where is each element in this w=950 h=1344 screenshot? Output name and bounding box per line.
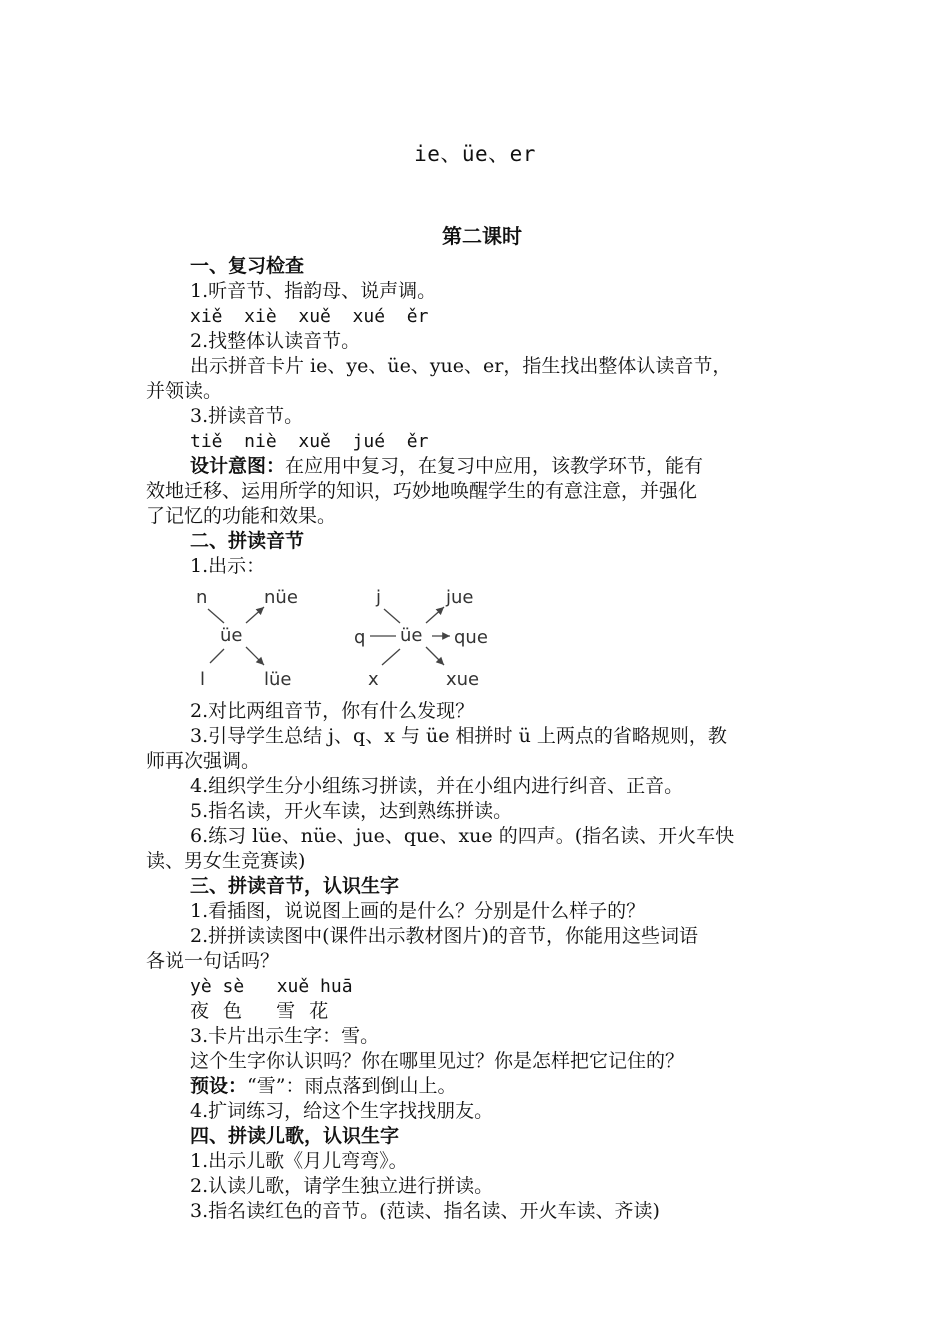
review-para-2a: 出示拼音卡片 ie、ye、üe、yue、er，指生找出整体认读音节， xyxy=(190,355,732,377)
page-header: ie、üe、er xyxy=(414,142,536,166)
design-intent-text-a: 在应用中复习，在复习中应用，该教学环节，能有 xyxy=(285,455,704,477)
d1-center: üe xyxy=(220,625,243,646)
d2-top-right: jue xyxy=(446,587,474,608)
section-heading-rhyme: 四、拼读儿歌，认识生字 xyxy=(190,1125,400,1147)
d2-center: üe xyxy=(400,625,423,646)
syllable-diagrams xyxy=(190,583,818,691)
preset-text: “雪”：雨点落到倒山上。 xyxy=(247,1075,457,1097)
spelling-item-5: 5.指名读，开火车读，达到熟练拼读。 xyxy=(190,800,513,822)
d1-line-bl xyxy=(210,649,224,663)
rhyme-item-3: 3.指名读红色的音节。(范读、指名读、开火车读、齐读) xyxy=(190,1200,660,1222)
characters-pinyin: yè sè xuě huā xyxy=(190,976,353,997)
section-heading-review: 一、复习检查 xyxy=(190,255,305,277)
spelling-item-6b: 读、男女生竞赛读) xyxy=(146,850,306,872)
characters-item-4: 4.扩词练习，给这个生字找找朋友。 xyxy=(190,1100,494,1122)
document-body xyxy=(146,222,818,1224)
design-intent-text-b: 效地迁移、运用所学的知识，巧妙地唤醒学生的有意注意，并强化 xyxy=(146,480,698,502)
rhyme-item-1: 1.出示儿歌《月儿弯弯》。 xyxy=(190,1150,408,1172)
review-para-2b: 并领读。 xyxy=(146,380,223,402)
review-item-2: 2.找整体认读音节。 xyxy=(190,330,361,352)
d2-bottom-left: x xyxy=(368,669,379,690)
characters-item-1: 1.看插图，说说图上画的是什么？分别是什么样子的？ xyxy=(190,900,646,922)
review-item-1: 1.听音节、指韵母、说声调。 xyxy=(190,280,437,302)
characters-hanzi: 夜 色 雪 花 xyxy=(190,1000,333,1022)
preset-label: 预设： xyxy=(190,1075,248,1097)
spelling-item-2: 2.对比两组音节，你有什么发现？ xyxy=(190,700,475,722)
d2-arrow-br xyxy=(426,647,444,665)
d2-bottom-right: xue xyxy=(446,669,480,690)
d1-arrow-br xyxy=(246,647,264,665)
d2-line-bl xyxy=(382,649,400,665)
characters-item-2b: 各说一句话吗？ xyxy=(146,950,280,972)
preset-line xyxy=(146,1074,818,1099)
spelling-item-4: 4.组织学生分小组练习拼读，并在小组内进行纠音、正音。 xyxy=(190,775,684,797)
d1-bottom-left: l xyxy=(200,669,206,690)
review-item-3: 3.拼读音节。 xyxy=(190,405,304,427)
design-intent-line-1 xyxy=(146,454,818,479)
characters-question: 这个生字你认识吗？你在哪里见过？你是怎样把它记住的？ xyxy=(190,1050,685,1072)
section-heading-characters: 三、拼读音节，认识生字 xyxy=(190,875,400,897)
spelling-item-6a: 6.练习 lüe、nüe、jue、que、xue 的四声。(指名读、开火车快 xyxy=(190,825,735,847)
spelling-item-3b: 师再次强调。 xyxy=(146,750,261,772)
section-heading-spelling: 二、拼读音节 xyxy=(190,530,305,552)
d2-left: q xyxy=(354,627,366,648)
d1-line-tl xyxy=(208,609,224,623)
characters-item-2a: 2.拼拼读读图中(课件出示教材图片)的音节，你能用这些词语 xyxy=(190,925,698,947)
d2-line-tl xyxy=(384,609,400,623)
characters-item-3: 3.卡片出示生字：雪。 xyxy=(190,1025,380,1047)
d1-top-left: n xyxy=(196,587,208,608)
diagram-j-q-x-ue xyxy=(354,583,504,691)
d1-top-right: nüe xyxy=(264,587,298,608)
design-intent-label: 设计意图： xyxy=(190,455,286,477)
d2-right: que xyxy=(454,627,488,648)
d2-top-left: j xyxy=(376,587,382,608)
d1-bottom-right: lüe xyxy=(264,669,292,690)
d2-arrow-tr xyxy=(426,607,444,623)
rhyme-item-2: 2.认读儿歌，请学生独立进行拼读。 xyxy=(190,1175,494,1197)
review-pinyin-1: xiě xiè xuě xué ěr xyxy=(190,306,429,327)
spelling-item-1: 1.出示： xyxy=(190,555,266,577)
diagram-n-l-ue xyxy=(194,583,314,691)
d1-arrow-tr xyxy=(246,607,264,623)
design-intent-text-c: 了记忆的功能和效果。 xyxy=(146,505,337,527)
review-pinyin-3: tiě niè xuě jué ěr xyxy=(190,431,429,452)
spelling-item-3a: 3.引导学生总结 j、q、x 与 üe 相拼时 ü 上两点的省略规则，教 xyxy=(190,725,727,747)
lesson-title: 第二课时 xyxy=(442,224,522,248)
